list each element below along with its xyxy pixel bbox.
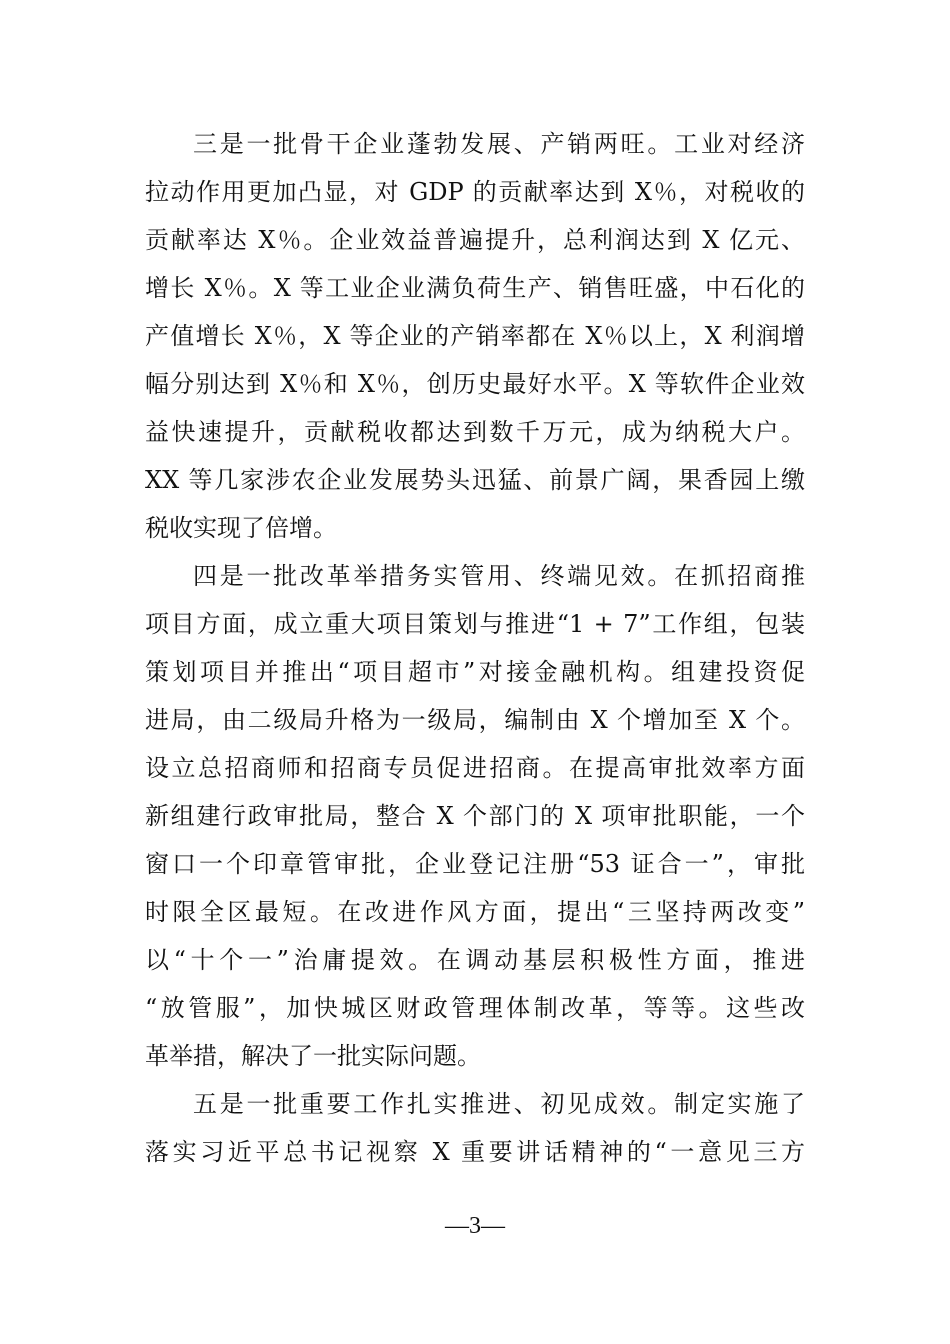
paragraph-2-line-5: 设立总招商师和招商专员促进招商。在提高审批效率方面 bbox=[145, 754, 805, 782]
paragraph-1-line-8: XX 等几家涉农企业发展势头迅猛、前景广阔，果香园上缴 bbox=[145, 466, 805, 494]
paragraph-1-line-3: 贡献率达 X％。企业效益普遍提升，总利润达到 X 亿元、 bbox=[145, 226, 805, 254]
paragraph-2-line-11: 革举措，解决了一批实际问题。 bbox=[145, 1042, 481, 1070]
paragraph-3-line-1: 五是一批重要工作扎实推进、初见成效。制定实施了 bbox=[193, 1090, 805, 1118]
paragraph-3-line-2: 落实习近平总书记视察 X 重要讲话精神的“一意见三方 bbox=[145, 1138, 805, 1166]
paragraph-1-line-5: 产值增长 X％，X 等企业的产销率都在 X％以上，X 利润增 bbox=[145, 322, 805, 350]
paragraph-1-line-1: 三是一批骨干企业蓬勃发展、产销两旺。工业对经济 bbox=[193, 130, 805, 158]
page-number: —3— bbox=[445, 1213, 505, 1239]
paragraph-2-line-8: 时限全区最短。在改进作风方面，提出“三坚持两改变” bbox=[145, 898, 805, 926]
paragraph-2-line-10: “放管服”，加快城区财政管理体制改革，等等。这些改 bbox=[145, 994, 805, 1022]
paragraph-2-line-6: 新组建行政审批局，整合 X 个部门的 X 项审批职能，一个 bbox=[145, 802, 805, 830]
paragraph-2-line-7: 窗口一个印章管审批，企业登记注册“53 证合一”，审批 bbox=[145, 850, 805, 878]
paragraph-1-line-2: 拉动作用更加凸显，对 GDP 的贡献率达到 X％，对税收的 bbox=[145, 178, 805, 206]
paragraph-1-line-4: 增长 X％。X 等工业企业满负荷生产、销售旺盛，中石化的 bbox=[145, 274, 805, 302]
paragraph-2-line-3: 策划项目并推出“项目超市”对接金融机构。组建投资促 bbox=[145, 658, 805, 686]
paragraph-2-line-1: 四是一批改革举措务实管用、终端见效。在抓招商推 bbox=[193, 562, 805, 590]
paragraph-2-line-4: 进局，由二级局升格为一级局，编制由 X 个增加至 X 个。 bbox=[145, 706, 805, 734]
paragraph-2-line-9: 以“十个一”治庸提效。在调动基层积极性方面，推进 bbox=[145, 946, 805, 974]
paragraph-2-line-2: 项目方面，成立重大项目策划与推进“1 + 7”工作组，包装 bbox=[145, 610, 805, 638]
paragraph-1-line-9: 税收实现了倍增。 bbox=[145, 514, 337, 542]
paragraph-1-line-6: 幅分别达到 X％和 X％，创历史最好水平。X 等软件企业效 bbox=[145, 370, 805, 398]
paragraph-1-line-7: 益快速提升，贡献税收都达到数千万元，成为纳税大户。 bbox=[145, 418, 805, 446]
